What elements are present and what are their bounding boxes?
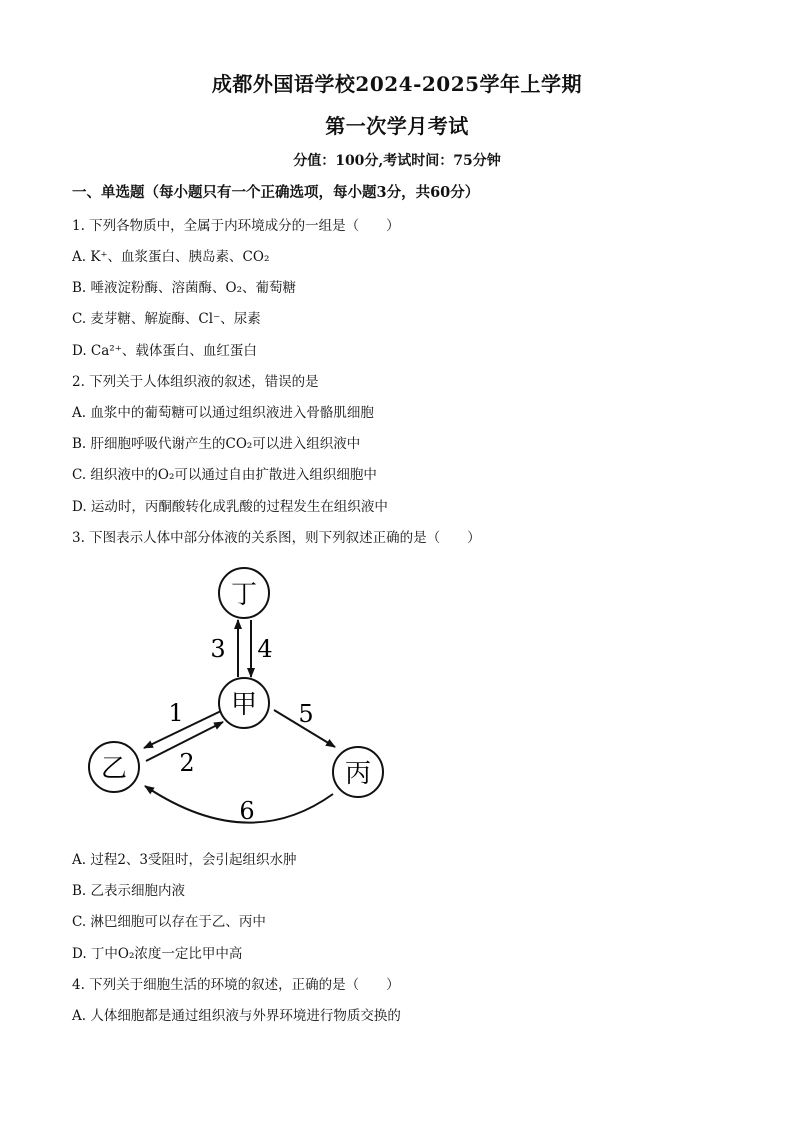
exam-title: 成都外国语学校2024-2025学年上学期 [211, 72, 583, 96]
q2-option-a: A. 血浆中的葡萄糖可以通过组织液进入骨骼肌细胞 [72, 405, 374, 421]
node-bing-label: 丙 [344, 759, 372, 789]
label-2: 2 [179, 749, 195, 777]
label-5: 5 [298, 700, 314, 728]
label-3: 3 [210, 635, 226, 663]
q1-stem: 1. 下列各物质中，全属于内环境成分的一组是（ ） [72, 218, 400, 234]
q1-option-c: C. 麦芽糖、解旋酶、Cl⁻、尿素 [72, 311, 261, 327]
node-yi-label: 乙 [100, 754, 128, 784]
section-heading: 一、单选题（每小题只有一个正确选项，每小题3分，共60分） [72, 184, 480, 201]
q2-option-b: B. 肝细胞呼吸代谢产生的CO₂可以进入组织液中 [72, 436, 361, 452]
label-6: 6 [239, 797, 255, 825]
q3-stem: 3. 下图表示人体中部分体液的关系图，则下列叙述正确的是（ ） [72, 530, 481, 546]
node-jia-label: 甲 [230, 690, 258, 720]
body-fluid-diagram [80, 560, 400, 835]
q3-option-c: C. 淋巴细胞可以存在于乙、丙中 [72, 914, 266, 930]
label-4: 4 [257, 635, 273, 663]
q3-option-b: B. 乙表示细胞内液 [72, 883, 186, 899]
q2-option-d: D. 运动时，丙酮酸转化成乳酸的过程发生在组织液中 [72, 499, 388, 515]
q3-option-a: A. 过程2、3受阻时，会引起组织水肿 [72, 852, 297, 868]
q1-option-d: D. Ca²⁺、载体蛋白、血红蛋白 [72, 343, 257, 359]
q2-stem: 2. 下列关于人体组织液的叙述，错误的是 [72, 374, 319, 390]
q4-option-a: A. 人体细胞都是通过组织液与外界环境进行物质交换的 [72, 1008, 401, 1024]
q2-option-c: C. 组织液中的O₂可以通过自由扩散进入组织细胞中 [72, 467, 377, 483]
q4-stem: 4. 下列关于细胞生活的环境的叙述，正确的是（ ） [72, 977, 400, 993]
label-1: 1 [168, 699, 184, 727]
q3-option-d: D. 丁中O₂浓度一定比甲中高 [72, 946, 243, 962]
q1-option-a: A. K⁺、血浆蛋白、胰岛素、CO₂ [72, 249, 270, 265]
exam-subtitle: 第一次学月考试 [325, 114, 469, 138]
node-ding-label: 丁 [230, 580, 258, 610]
score-time: 分值：100分,考试时间：75分钟 [293, 153, 501, 169]
q1-option-b: B. 唾液淀粉酶、溶菌酶、O₂、葡萄糖 [72, 280, 296, 296]
